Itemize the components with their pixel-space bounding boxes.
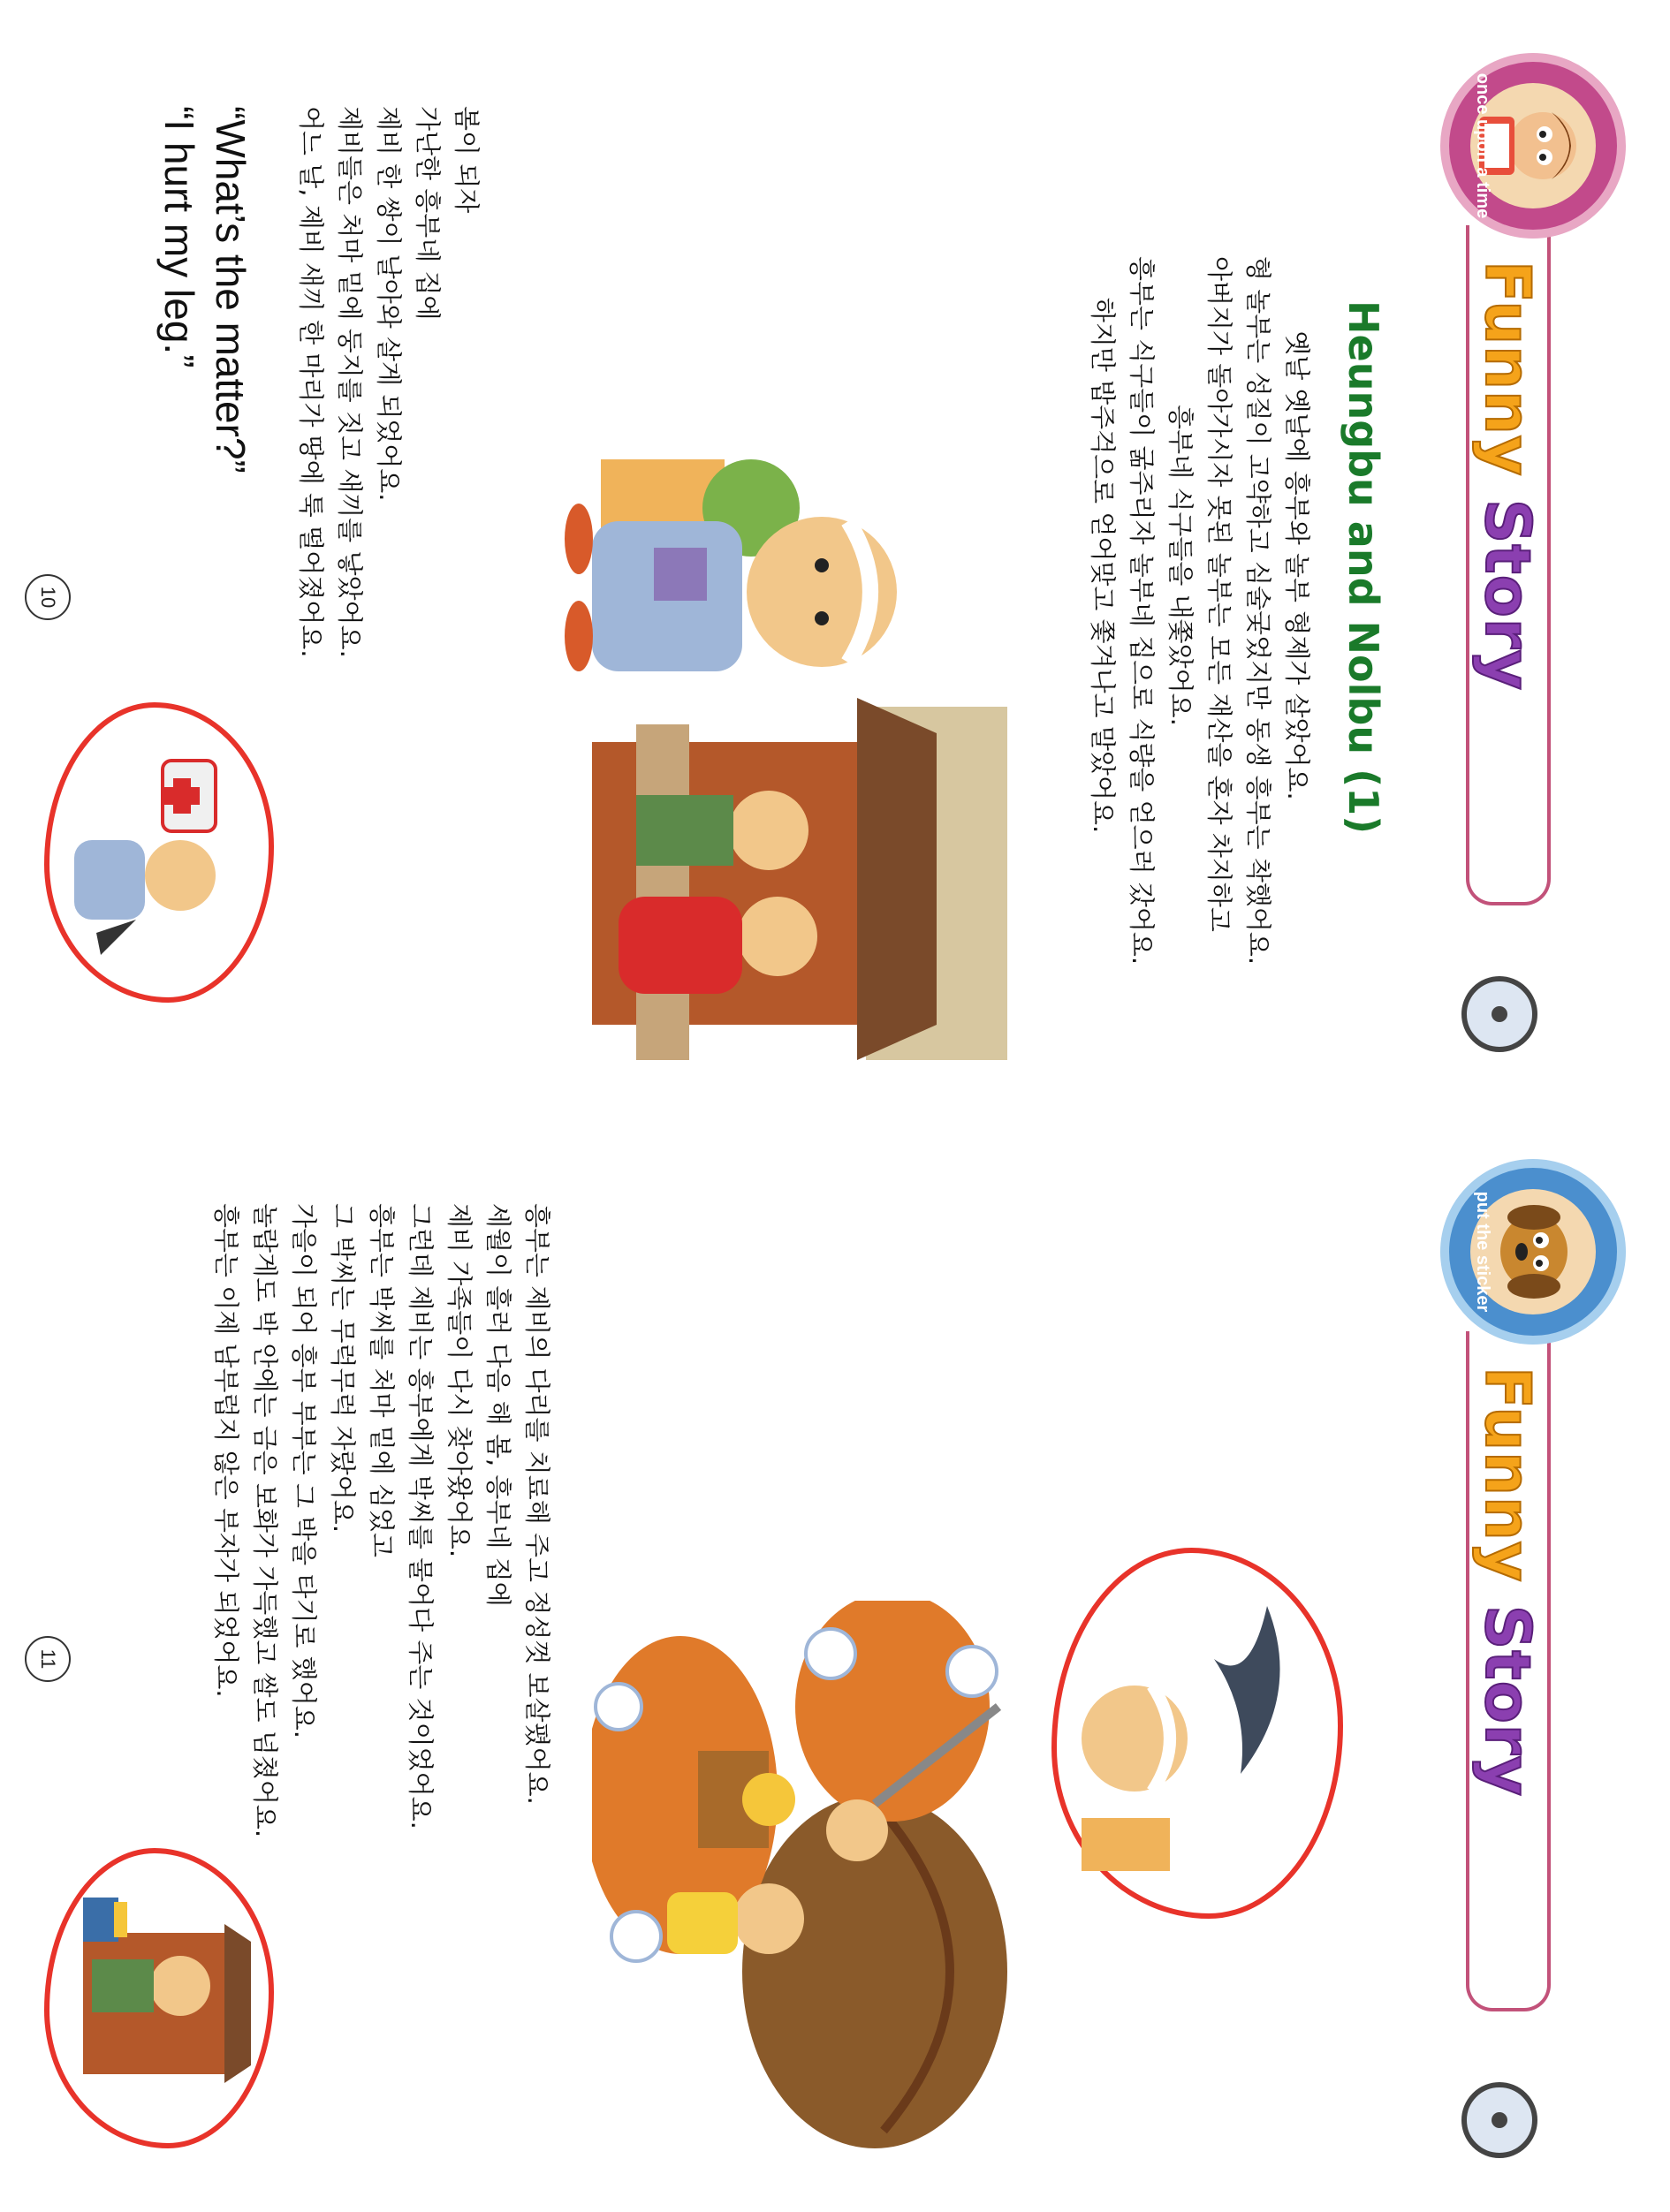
nolbu-cloud bbox=[44, 1848, 274, 2148]
title-story: Story bbox=[1471, 1604, 1544, 1797]
audio-cd-icon bbox=[1461, 976, 1537, 1052]
badge-text: put the sticker bbox=[1473, 1191, 1492, 1313]
put-the-sticker-badge bbox=[1440, 1159, 1626, 1345]
treating-swallow-cloud bbox=[44, 702, 274, 1003]
series-header bbox=[1423, 53, 1626, 1060]
title-funny: Funny bbox=[1471, 261, 1544, 477]
title-story: Story bbox=[1471, 498, 1544, 691]
dialog-text: “What’s the matter?” “I hurt my leg.” bbox=[156, 106, 254, 473]
badge-text: once upon a time bbox=[1473, 72, 1492, 219]
house-illustration bbox=[548, 459, 1060, 1060]
series-header bbox=[1423, 1159, 1626, 2166]
page-number: 10 bbox=[25, 574, 71, 620]
title-bar bbox=[1466, 225, 1551, 905]
story-paragraph: 흥부는 제비의 다리를 치료해 주고 정성껏 보살폈어요. 세월이 흘러 다음 해 봄, 흥부네 집에 제비 가족들이 다시 찾아왔어요. 그런데 제비는 흥부에게 박씨를 물어다 주는 것이었어요. 흥부는 박씨를 처마 밑에 심었고 그 박씨는 무럭무럭 자랐어요. 가을이 되어 흥부 부부는 그 박을 타기로 했어요. 놀랍게도 박 안에는 금은 보화가 가득했고 쌀도 넘쳤어요. 흥부는 이제 남부럽지 않은 부자가 되었어요. bbox=[211, 1203, 552, 1838]
title-bar bbox=[1466, 1331, 1551, 2011]
title-funny: Funny bbox=[1471, 1367, 1544, 1583]
series-title bbox=[1471, 261, 1544, 691]
audio-cd-icon bbox=[1461, 2082, 1537, 2158]
swallow-returns-cloud bbox=[1051, 1548, 1343, 1919]
series-title bbox=[1471, 1367, 1544, 1797]
once-upon-a-time-badge bbox=[1440, 53, 1626, 239]
story-title: Heungbu and Nolbu (1) bbox=[1340, 300, 1387, 835]
page-number: 11 bbox=[25, 1636, 71, 1682]
intro-paragraph: 옛날 옛날에 흥부와 놀부 형제가 살았어요. 형 놀부는 성질이 고약하고 심술궂었지만 동생 흥부는 착했어요. 아버지가 돌아가시자 못된 놀부는 모든 재산을 혼자 차지하고 흥부네 식구들을 내쫓았어요. 흥부는 식구들이 굶주리자 놀부네 집으로 식량을 얻으러 갔어요. 하지만 밥주걱으로 얻어맞고 쫓겨나고 말았어요. bbox=[1088, 256, 1312, 966]
swallow-paragraph: 봄이 되자 가난한 흥부네 집에 제비 한 쌍이 날아와 살게 되었어요. 제비들은 처마 밑에 둥지를 짓고 새끼를 낳았어요. 어느 날, 제비 새끼 한 마리가 땅에 툭 떨어졌어요. bbox=[296, 106, 482, 658]
swallow-icon bbox=[1214, 1606, 1280, 1774]
right-page bbox=[0, 1106, 1670, 2212]
gourd-illustration bbox=[592, 1601, 1034, 2148]
